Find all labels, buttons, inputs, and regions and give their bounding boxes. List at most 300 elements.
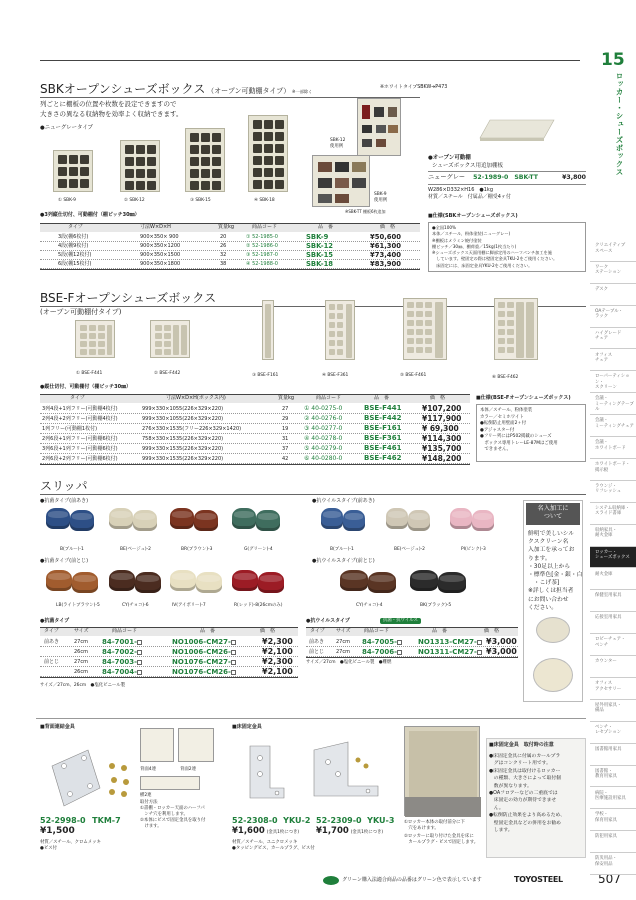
sbk-row-part: SBK-15 bbox=[306, 251, 334, 259]
name-imprint-line: ります。 bbox=[528, 555, 551, 562]
bsef-row-dim: 999×330×1535(226×329×220) bbox=[142, 456, 224, 462]
sbk-row-part: SBK-9 bbox=[306, 233, 329, 241]
bsef-table-row bbox=[40, 444, 470, 454]
caution-title: ■床固定金具 取付時の注意 bbox=[489, 742, 554, 748]
sbk-label-1: ① SBK-9 bbox=[58, 198, 76, 203]
left-slipper-part-text: NO1076-CM27- bbox=[172, 658, 231, 666]
sbk-9-image bbox=[53, 150, 93, 192]
back4-label: 背面4連 bbox=[140, 767, 156, 772]
bsef-462-image bbox=[494, 298, 538, 360]
right-slipper-code-text: 84-7005- bbox=[362, 638, 398, 646]
left-slipper-code-text: 84-7002- bbox=[102, 648, 138, 656]
right-slipper-part bbox=[418, 638, 482, 647]
sidebar-item[interactable]: オフィス チェア bbox=[590, 350, 636, 372]
sidebar-item[interactable]: 防災用品・ 保安用品 bbox=[590, 853, 636, 875]
slipper-v-bk-1 bbox=[410, 570, 438, 591]
sidebar-item[interactable]: 耐火金庫 bbox=[590, 569, 636, 591]
sbk-spec-line: しています。壁固定の際は壁固定金具TKU-2をご使用ください。 bbox=[432, 256, 558, 262]
sidebar-item[interactable]: 図書館用家具 bbox=[590, 744, 636, 766]
checkbox-icon bbox=[231, 650, 236, 655]
bsef-spec-line: ボックス専用トレーLE-87Mはご使用 bbox=[480, 440, 558, 446]
bsef-row-type: 2列6段+2列フリー(可動棚6枚付) bbox=[42, 456, 118, 462]
checkbox-icon bbox=[477, 640, 482, 645]
yku2-image bbox=[240, 742, 290, 802]
left-slipper-row bbox=[40, 637, 298, 647]
name-imprint-line: ください。 bbox=[528, 604, 557, 611]
slipper-v-bk-2 bbox=[438, 572, 466, 593]
sbk-usage-9-label-b: 使用例 bbox=[374, 198, 388, 203]
left-slipper-price: ¥2,100 bbox=[262, 647, 293, 656]
sbk-spec-line: ※棚板はメラミン焼付塗装 bbox=[432, 237, 482, 243]
back-howto-2: ①書棚・ロッカー天面のハーフパ bbox=[140, 806, 205, 811]
bsef-label-2: ② BSE-F442 bbox=[154, 371, 181, 376]
imprint-sample-2 bbox=[533, 658, 573, 692]
bsef-label-5: ⑤ BSE-F461 bbox=[400, 373, 427, 378]
sbk-15-image bbox=[185, 128, 225, 192]
sbk-table-row bbox=[40, 260, 420, 269]
floor-note-4: カールプラグ・ビスで固定します。 bbox=[404, 840, 479, 845]
right-slipper-size: 27cm bbox=[336, 649, 350, 655]
right-slipper-code bbox=[362, 638, 402, 647]
bsef-row-type: 2列4段+2列フリー(可動棚4枚付) bbox=[42, 416, 118, 422]
yku2-part: YKU-2 bbox=[283, 816, 311, 825]
checkbox-icon bbox=[231, 670, 236, 675]
slipper-red-1 bbox=[232, 570, 258, 591]
slipper-v-beige-2 bbox=[408, 510, 430, 531]
slipper-green-1 bbox=[232, 508, 256, 529]
sbk-spec-line: ※シューズボックス天面用棚に脚部定用のハーフパンチ加工を施 bbox=[432, 250, 552, 256]
sidebar-item[interactable]: 会議・ ミーティングチェア bbox=[590, 415, 636, 437]
bsef-spec-title: ■仕様(BSE-Fオープンシューズボックス) bbox=[476, 395, 571, 401]
tkm-price: ¥1,500 bbox=[40, 826, 75, 836]
slipper-v-pink-2 bbox=[472, 510, 494, 531]
bsef-461-image bbox=[403, 298, 447, 360]
right-slipper-code bbox=[362, 648, 402, 657]
sbk-spec-title: ■仕様(SBKオープンシューズボックス) bbox=[428, 213, 518, 219]
back-howto-3: ンチ穴を利用します。 bbox=[140, 812, 188, 817]
floor-note-1: ①ロッカー本体の取付前分に下 bbox=[404, 820, 465, 825]
left-slipper-code-text: 84-7003- bbox=[102, 658, 138, 666]
sidebar-item[interactable]: クリエイティブ スペース bbox=[590, 240, 636, 262]
back-connector-image bbox=[48, 748, 104, 810]
slipper-iv-2 bbox=[196, 572, 222, 593]
checkbox-icon bbox=[137, 640, 142, 645]
bsef-row-part: BSE-F361 bbox=[364, 434, 402, 442]
shelf-spec-1: W286×D332×H16 ●1kg bbox=[428, 187, 493, 193]
right-slipper-type: 前とじ bbox=[309, 649, 325, 655]
sbk-spec-line: 棚ピッチ／30㎜、棚荷重／15kg(1枚当たり) bbox=[432, 243, 517, 249]
sbk-row-price: ¥50,600 bbox=[370, 233, 401, 241]
sbk-row-type: 5段(棚12枚付) bbox=[58, 252, 92, 258]
sbk-subtitle-note: ※一部除く bbox=[292, 89, 313, 94]
sbk-row-dim: 900×350× 900 bbox=[140, 234, 179, 240]
sidebar-item[interactable]: ホワイトボード・ 掲示板 bbox=[590, 459, 636, 481]
sbk-usage-12-label: SBK-12 bbox=[330, 138, 346, 143]
sbk-title: SBKオープンシューズボックス bbox=[40, 82, 206, 96]
sbk-row-type: 6段(棚15枚付) bbox=[58, 261, 92, 267]
sidebar-item[interactable]: ワーク ステーション bbox=[590, 262, 636, 284]
left-slipper-size: 26cm bbox=[74, 669, 88, 675]
sidebar-item[interactable]: 会議・ ホワイトボード bbox=[590, 437, 636, 459]
sbk-row-price: ¥83,900 bbox=[370, 260, 401, 268]
left-slipper-part bbox=[172, 668, 236, 677]
checkbox-icon bbox=[477, 650, 482, 655]
bsef-spec-line: 本体／スチール、粉体塗装 bbox=[480, 408, 533, 413]
sbk-desc-1: 列ごとに棚板の位置や枚数を設定できますので bbox=[40, 100, 177, 108]
back-connector-title: ■背面連結金具 bbox=[40, 724, 75, 730]
shelf-color: ニューグレー bbox=[428, 174, 466, 181]
slipper-v-pink-1 bbox=[450, 508, 472, 529]
imprint-sample-1 bbox=[536, 617, 570, 643]
bsef-row-type: 1列フリー(可動棚1枚付) bbox=[42, 426, 98, 432]
sbk-row-kg: 20 bbox=[220, 234, 227, 240]
bsef-label-4: ④ BSE-F361 bbox=[322, 373, 349, 378]
right-slipper-code-text: 84-7006- bbox=[362, 648, 398, 656]
sbk-row-code: ② 52-1986-0 bbox=[246, 243, 278, 249]
sbk-tt-note: ※SBK-TT 棚板6枚追加 bbox=[345, 209, 386, 214]
bsef-table-row bbox=[40, 424, 470, 434]
yku2-price: ¥1,600 bbox=[232, 826, 265, 836]
slipper-v-blue-2 bbox=[343, 510, 365, 531]
tkm-code: 52-2998-0 bbox=[40, 816, 86, 825]
sbk-row-price: ¥61,300 bbox=[370, 242, 401, 250]
bsef-row-code: ② 40-0276-0 bbox=[304, 415, 343, 422]
bsef-row-type: 2列6段+1列フリー(可動棚6枚付) bbox=[42, 436, 118, 442]
bsef-spec-line: ●フリー列にはP502掲載のシューズ bbox=[480, 434, 552, 439]
bsef-row-price: ¥107,200 bbox=[422, 404, 462, 413]
left-slipper-table-title: ●抗菌タイプ bbox=[40, 618, 70, 624]
bsef-row-kg: 37 bbox=[282, 446, 289, 452]
slipper-beige-1 bbox=[109, 508, 133, 529]
back2-diagram bbox=[178, 728, 214, 762]
sidebar-item[interactable]: ロビーチェア・ ベンチ bbox=[590, 634, 636, 656]
checkbox-icon bbox=[137, 650, 142, 655]
sbk-row-code: ③ 52-1987-0 bbox=[246, 252, 278, 258]
slipper-label-green: G(グリーン)-4 bbox=[244, 547, 273, 552]
floor-install-photo bbox=[404, 726, 480, 816]
yku3-code: 52-2309-0 bbox=[316, 816, 362, 825]
shelf-part: SBK-TT bbox=[514, 174, 539, 181]
sbk-spec-line: 本体／スチール、粉体塗装(ニューグレー) bbox=[432, 231, 511, 237]
yku2-code: 52-2308-0 bbox=[232, 816, 278, 825]
bsef-row-dim: 758×330×1535(226×329×220) bbox=[142, 436, 224, 442]
slipper-blue-1 bbox=[46, 508, 70, 529]
left-slipper-row bbox=[40, 667, 298, 677]
slipper-v-blue-1 bbox=[321, 508, 343, 529]
name-imprint-line: 入加工を承ってお bbox=[528, 547, 575, 554]
bsef-row-kg: 19 bbox=[282, 426, 289, 432]
bsef-161-image bbox=[262, 300, 274, 360]
right-slipper-table-title: ●抗ウイルスタイプ bbox=[306, 618, 350, 624]
slipper-v-beige-1 bbox=[386, 508, 408, 529]
sidebar-item[interactable]: ハイグレード チェア bbox=[590, 328, 636, 350]
slipper-label-v-bk: BK(ブラック)-5 bbox=[420, 603, 452, 608]
sidebar-item[interactable]: デスク bbox=[590, 284, 636, 306]
bsef-row-part: BSE-F462 bbox=[364, 454, 402, 462]
yku2-unit: (金具1枚につき) bbox=[266, 830, 300, 835]
shelf-board-image bbox=[478, 118, 556, 144]
bsef-spec-line: できません。 bbox=[480, 447, 511, 452]
bsef-row-kg: 29 bbox=[282, 416, 289, 422]
bsef-row-kg: 31 bbox=[282, 436, 289, 442]
bsef-label-6: ⑥ BSE-F462 bbox=[492, 375, 519, 380]
sbk-row-kg: 32 bbox=[220, 252, 227, 258]
sidebar-item[interactable]: ラウンジ・ リフレッシュ bbox=[590, 481, 636, 503]
sbk-row-type: 4段(棚9枚付) bbox=[58, 243, 89, 249]
sbk-white-note: ※ホワイトタイプSBKW➔P473 bbox=[380, 85, 448, 90]
sbk-12-image bbox=[120, 140, 160, 192]
caution-line: します。 bbox=[489, 828, 513, 834]
bsef-table-title: ●縦仕切付、可動棚付（棚ピッチ30㎜） bbox=[40, 384, 132, 390]
page-number: 507 bbox=[598, 872, 621, 886]
slipper-v-cy-2 bbox=[368, 572, 396, 593]
left-slipper-price: ¥2,300 bbox=[262, 657, 293, 666]
sidebar-item[interactable]: ローパーティション・ スクリーン bbox=[590, 371, 636, 393]
name-imprint-line: ※詳しくは担当者 bbox=[528, 588, 574, 595]
sbk-row-kg: 26 bbox=[220, 243, 227, 249]
sbk-color-label: ●ニューグレータイプ bbox=[40, 125, 93, 131]
right-slipper-price: ¥3,000 bbox=[486, 637, 517, 646]
sbk-row-dim: 900×350×1800 bbox=[140, 261, 181, 267]
yku3-part: YKU-3 bbox=[367, 816, 395, 825]
side2-label: 横2連 bbox=[140, 793, 152, 798]
sbk-row-code: ④ 52-1988-0 bbox=[246, 261, 278, 267]
sidebar-item[interactable]: 収納家具・ 耐火金庫 bbox=[590, 525, 636, 547]
sbk-row-dim: 900×350×1200 bbox=[140, 243, 181, 249]
slipper-lb-2 bbox=[72, 572, 98, 593]
name-imprint-line: にお問い合わせ bbox=[528, 596, 569, 603]
left-slipper-row bbox=[40, 647, 298, 657]
left-slipper-note: サイズ／27cm、26cm ●塩化ビニール製 bbox=[40, 683, 126, 688]
floor-fixture-title: ■床固定金具 bbox=[232, 724, 262, 730]
left-slipper-code-text: 84-7001- bbox=[102, 638, 138, 646]
left-slipper-type: 前あき bbox=[44, 639, 60, 645]
sidebar-item[interactable]: 図書館・ 教育用家具 bbox=[590, 766, 636, 788]
bsef-row-part: BSE-F441 bbox=[364, 404, 402, 412]
sbk-table-row bbox=[40, 242, 420, 251]
caution-line: ん。 bbox=[489, 805, 504, 811]
caution-line: グはコンクリート用です。 bbox=[489, 761, 551, 767]
slipper-label-beige: BE(ベージュ)-2 bbox=[120, 547, 151, 552]
bsef-spec-line: ●転倒防止用壁面2ヶ付 bbox=[480, 421, 527, 426]
sbk-desc-2: 大きさの異なる収納物を効率よく収納できます。 bbox=[40, 110, 183, 118]
sbk-row-code: ① 52-1985-0 bbox=[246, 234, 278, 240]
right-slipper-price: ¥3,000 bbox=[486, 647, 517, 656]
back-howto-4: ②本体にビスで固定金具を取り付 bbox=[140, 818, 206, 823]
left-slipper-type: 前とじ bbox=[44, 659, 60, 665]
checkbox-icon bbox=[397, 640, 402, 645]
sidebar-item[interactable]: カウンター bbox=[590, 656, 636, 678]
left-slipper-size: 26cm bbox=[74, 649, 88, 655]
left-slipper-part bbox=[172, 658, 236, 667]
bsef-subtitle: (オープン可動棚付タイプ) bbox=[40, 308, 122, 316]
bsef-spec-line: ●アジャスター付 bbox=[480, 427, 515, 433]
left-slipper-part-text: NO1006-CM27- bbox=[172, 638, 231, 646]
slipper-brown-2 bbox=[194, 510, 218, 531]
left-slipper-part-text: NO1076-CM26- bbox=[172, 668, 231, 676]
shelf-title: ●オープン可動棚 bbox=[428, 155, 471, 161]
tkm-spec-2: ●ビス付 bbox=[40, 846, 58, 851]
left-slipper-code bbox=[102, 668, 142, 677]
left-slipper-code bbox=[102, 648, 142, 657]
slipper-label-v-beige: BE(ベージュ)-2 bbox=[394, 547, 425, 552]
right-slipper-row bbox=[306, 647, 518, 657]
sidebar-item[interactable]: 防犯用家具 bbox=[590, 831, 636, 853]
slipper-iv-1 bbox=[170, 570, 196, 591]
sbk-spec-line: ●全国100% bbox=[432, 225, 457, 230]
sbk-row-part: SBK-12 bbox=[306, 242, 334, 250]
sbk-row-price: ¥73,400 bbox=[370, 251, 401, 259]
left-slipper-code-text: 84-7004- bbox=[102, 668, 138, 676]
slipper-label-red: R(レッド)-8(26cmのみ) bbox=[234, 603, 283, 608]
slipper-blue-2 bbox=[70, 510, 94, 531]
bsef-row-price: ¥114,300 bbox=[422, 434, 462, 443]
slipper-red-2 bbox=[258, 572, 284, 593]
sbk-subtitle: （オープン可動棚タイプ） bbox=[207, 87, 291, 95]
name-imprint-line: ・こげ茶] bbox=[528, 580, 560, 587]
bsef-row-code: ⑤ 40-0279-0 bbox=[304, 445, 343, 452]
sidebar-item[interactable]: OAテーブル・ ラック bbox=[590, 306, 636, 328]
sbk-table-row bbox=[40, 251, 420, 260]
slipper-v-cy-1 bbox=[340, 570, 368, 591]
left-slipper-size: 27cm bbox=[74, 639, 88, 645]
bsef-row-price: ¥ 69,300 bbox=[422, 424, 459, 433]
sidebar-item[interactable]: システム収納庫・ スライド書庫 bbox=[590, 503, 636, 525]
bsef-row-price: ¥135,700 bbox=[422, 444, 462, 453]
sbk-table-row bbox=[40, 233, 420, 242]
sidebar-item[interactable]: 応接室用家具 bbox=[590, 612, 636, 634]
brand-logo: TOYOSTEEL bbox=[514, 875, 563, 884]
slipper-label-v-cy: CY(チョコ)-4 bbox=[356, 603, 383, 608]
right-slipper-row bbox=[306, 637, 518, 647]
slipper-lb-1 bbox=[46, 570, 72, 591]
bsef-row-dim: 999×330×1055(226×329×220) bbox=[142, 406, 224, 412]
back-howto-5: けます。 bbox=[140, 824, 162, 829]
bsef-row-kg: 27 bbox=[282, 406, 289, 412]
right-slipper-part-text: NO1313-CM27- bbox=[418, 638, 477, 646]
sidebar-item[interactable]: 屋外用家具・ 備品 bbox=[590, 700, 636, 722]
bsef-table-row bbox=[40, 414, 470, 424]
sbk-9-usage-photo bbox=[312, 155, 370, 207]
footer-note: グリーン購入法適合商品の品番はグリーン色で表示しています bbox=[342, 877, 482, 883]
sidebar-item[interactable]: 病院・ 医療施設用家具 bbox=[590, 788, 636, 810]
right-slipper-type: 前あき bbox=[309, 639, 325, 645]
bsef-row-part: BSE-F461 bbox=[364, 444, 402, 452]
sbk-12-usage-photo bbox=[357, 98, 401, 156]
right-slipper-part bbox=[418, 648, 482, 657]
antiviral-open-label: ●抗ウイルスタイプ(前あき) bbox=[312, 498, 375, 504]
slipper-label-iv: IV(アイボリー)-7 bbox=[172, 603, 206, 608]
left-slipper-part-text: NO1006-CM26- bbox=[172, 648, 231, 656]
right-slipper-part-text: NO1311-CM27- bbox=[418, 648, 477, 656]
bsef-spec-line: カラー／セミホワイト bbox=[480, 414, 524, 420]
bsef-442-image bbox=[150, 320, 190, 358]
slipper-label-v-blue: B(ブルー)-1 bbox=[330, 547, 354, 552]
sbk-label-4: ④ SBK-18 bbox=[254, 198, 275, 203]
bsef-row-code: ③ 40-0277-0 bbox=[304, 425, 343, 432]
bsef-row-dim: 999×330×1055(226×329×220) bbox=[142, 416, 224, 422]
sidebar-item[interactable]: ロッカー・ シューズボックス bbox=[590, 547, 636, 569]
side2-diagram bbox=[140, 776, 200, 790]
bsef-361-image bbox=[325, 300, 355, 360]
caution-line: 数が異なります。 bbox=[489, 783, 532, 789]
bsef-row-kg: 42 bbox=[282, 456, 289, 462]
slipper-label-v-pink: PI(ピンク)-3 bbox=[461, 547, 486, 552]
slipper-title: スリッパ bbox=[40, 479, 88, 493]
right-slipper-note: サイズ／27cm ●塩化ビニール製 ●難燃 bbox=[306, 660, 392, 665]
left-slipper-part bbox=[172, 648, 236, 657]
shelf-spec-2: 材質／スチール 付属品／棚受4ヶ付 bbox=[428, 194, 511, 200]
antibac-open-label: ●抗菌タイプ(前あき) bbox=[40, 498, 89, 504]
bsef-row-type: 3列4段+1列フリー(可動棚4枚付) bbox=[42, 406, 118, 412]
left-slipper-part bbox=[172, 638, 236, 647]
chapter-number: 15 bbox=[601, 50, 625, 70]
caution-line: 壁固定金具などの併用をお勧め bbox=[489, 820, 561, 826]
sidebar-item[interactable]: 学校・ 保育用家具 bbox=[590, 809, 636, 831]
sbk-table-title: ●3列縦仕切付、可動棚付（棚ピッチ30㎜） bbox=[40, 212, 140, 218]
left-slipper-code bbox=[102, 658, 142, 667]
checkbox-icon bbox=[137, 670, 142, 675]
sbk-row-kg: 38 bbox=[220, 261, 227, 267]
floor-spec-1: 材質／スチール、ユニクロメッキ bbox=[232, 840, 298, 845]
left-slipper-code bbox=[102, 638, 142, 647]
bsef-title: BSE-Fオープンシューズボックス bbox=[40, 291, 217, 305]
slipper-label-brown: BR(ブラウン)-3 bbox=[181, 547, 213, 552]
bsef-table-row bbox=[40, 454, 470, 464]
bsef-441-image bbox=[75, 320, 115, 358]
sbk-18-image bbox=[248, 115, 288, 192]
antibac-closed-label: ●抗菌タイプ(前とじ) bbox=[40, 558, 89, 564]
floor-spec-2: ●タッピングビス、カールプラグ、ビス付 bbox=[232, 846, 315, 851]
sbk-usage-9-label: SBK-9 bbox=[374, 192, 387, 197]
bsef-row-price: ¥117,900 bbox=[422, 414, 462, 423]
left-slipper-row bbox=[40, 657, 298, 667]
name-imprint-line: クスクリーン名 bbox=[528, 539, 569, 546]
shelf-subtitle: シューズボックス用追加棚板 bbox=[432, 163, 504, 169]
bsef-label-3: ③ BSE-F161 bbox=[252, 373, 279, 378]
sidebar-item[interactable]: ベンチ・ レセプション bbox=[590, 722, 636, 744]
caution-line: の種類、大きさによって取付個 bbox=[489, 776, 561, 782]
slipper-beige-2 bbox=[133, 510, 157, 531]
yku3-price: ¥1,700 bbox=[316, 826, 349, 836]
tkm-part: TKM-7 bbox=[92, 816, 121, 825]
bsef-label-1: ① BSE-F441 bbox=[76, 371, 103, 376]
bsef-row-type: 3列6段+1列フリー(可動棚6枚付) bbox=[42, 446, 118, 452]
sbk-label-2: ② SBK-12 bbox=[124, 198, 145, 203]
left-slipper-size: 27cm bbox=[74, 659, 88, 665]
name-imprint-line: ・30足以上から bbox=[528, 563, 571, 570]
sidebar-item[interactable]: 会議・ ミーティングテーブル bbox=[590, 393, 636, 415]
back-howto-1: 取付方法 bbox=[140, 800, 158, 805]
bsef-row-code: ⑥ 40-0280-0 bbox=[304, 455, 343, 462]
sbk-row-part: SBK-18 bbox=[306, 260, 334, 268]
bsef-table-row bbox=[40, 434, 470, 444]
bsef-row-part: BSE-F161 bbox=[364, 424, 402, 432]
green-mark-icon bbox=[323, 876, 339, 885]
floor-note-3: ②ロッカーに取り付けた金具を床に bbox=[404, 834, 474, 839]
back-connector-screws-image bbox=[106, 760, 136, 800]
name-imprint-title: 名入加工に ついて bbox=[526, 503, 580, 525]
sbk-label-3: ③ SBK-15 bbox=[190, 198, 211, 203]
sidebar-item[interactable]: 保健室用家具 bbox=[590, 590, 636, 612]
sidebar-item[interactable]: オフィス アクセサリー bbox=[590, 678, 636, 700]
checkbox-icon bbox=[231, 640, 236, 645]
back2-label: 背面2連 bbox=[180, 767, 196, 772]
back4-diagram bbox=[140, 728, 174, 762]
name-imprint-line: ・標準色[金・銀・白 bbox=[528, 572, 583, 579]
sbk-usage-12-label-b: 使用例 bbox=[330, 144, 344, 149]
left-slipper-price: ¥2,300 bbox=[262, 637, 293, 646]
